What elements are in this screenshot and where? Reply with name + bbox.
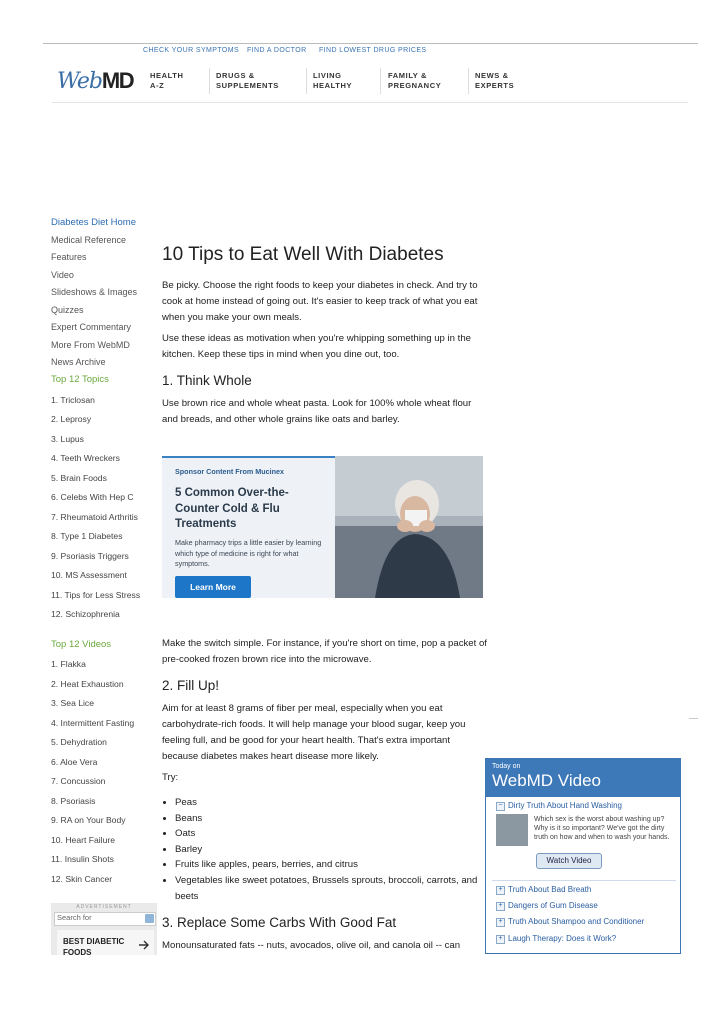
nav-family-pregnancy[interactable]: FAMILY & PREGNANCY bbox=[388, 71, 442, 90]
video-item[interactable]: 9. RA on Your Body bbox=[51, 815, 126, 825]
ad-accent-bar bbox=[162, 456, 335, 458]
topic-item[interactable]: 6. Celebs With Hep C bbox=[51, 492, 134, 502]
section-heading-think-whole: 1. Think Whole bbox=[162, 373, 252, 388]
article-paragraph: Aim for at least 8 grams of fiber per meal, especially when you eat carbohydrate-rich foods. It will help manage your blood sugar, keep you feeling full, and be good for your heart health. That's extra important because diabetes makes heart disease more likely. bbox=[162, 703, 466, 762]
video-widget-today: Today on bbox=[492, 763, 521, 770]
nav-news-experts[interactable]: NEWS & EXPERTS bbox=[475, 71, 515, 90]
topic-item[interactable]: 7. Rheumatoid Arthritis bbox=[51, 512, 138, 522]
video-item[interactable]: 5. Dehydration bbox=[51, 737, 107, 747]
nav-living-healthy[interactable]: LIVING HEALTHY bbox=[313, 71, 353, 90]
sidebar-link[interactable]: Slideshows & Images bbox=[51, 287, 138, 297]
section-heading-replace-carbs: 3. Replace Some Carbs With Good Fat bbox=[162, 915, 397, 930]
topic-item[interactable]: 2. Leprosy bbox=[51, 414, 92, 424]
article-intro-paragraph: Be picky. Choose the right foods to keep your diabetes in check. And try to cook at home instead of going out. It's easier to keep track of what you eat when you make your own meals. bbox=[162, 280, 478, 323]
top-topics-heading: Top 12 Topics bbox=[51, 374, 109, 385]
topic-item[interactable]: 5. Brain Foods bbox=[51, 473, 107, 483]
sidebar-link[interactable]: Medical Reference bbox=[51, 235, 127, 245]
search-placeholder: Search for bbox=[57, 913, 92, 922]
search-icon[interactable] bbox=[145, 914, 154, 923]
arrow-right-icon bbox=[138, 940, 150, 950]
expand-icon[interactable]: + bbox=[496, 886, 505, 895]
webmd-video-widget bbox=[485, 758, 681, 954]
expand-icon[interactable]: + bbox=[496, 935, 505, 944]
sidebar-search-input[interactable] bbox=[54, 912, 156, 926]
ad-label: ADVERTISEMENT bbox=[76, 904, 132, 910]
collapse-icon[interactable]: − bbox=[496, 802, 505, 811]
ad-sponsor-label: Sponsor Content From Mucinex bbox=[175, 467, 285, 476]
video-item[interactable]: 4. Intermittent Fasting bbox=[51, 718, 135, 728]
video-item[interactable]: 1. Flakka bbox=[51, 659, 86, 669]
video-item[interactable]: 8. Psoriasis bbox=[51, 796, 96, 806]
featured-video-link[interactable]: Dirty Truth About Hand Washing bbox=[508, 801, 622, 810]
sidebar-link[interactable]: Expert Commentary bbox=[51, 322, 132, 332]
list-item: • Peas bbox=[175, 795, 482, 811]
video-item[interactable]: 7. Concussion bbox=[51, 776, 106, 786]
topic-item[interactable]: 8. Type 1 Diabetes bbox=[51, 531, 123, 541]
list-item: • Barley bbox=[175, 842, 482, 858]
watch-video-button[interactable]: Watch Video bbox=[536, 853, 602, 869]
video-item[interactable]: 2. Heat Exhaustion bbox=[51, 679, 124, 689]
learn-more-button[interactable]: Learn More bbox=[175, 576, 251, 598]
fiber-food-list bbox=[162, 795, 482, 904]
video-list-item[interactable]: Truth About Bad Breath bbox=[508, 885, 592, 894]
expand-icon[interactable]: + bbox=[496, 918, 505, 927]
header-top-rule bbox=[43, 43, 698, 44]
video-item[interactable]: 11. Insulin Shots bbox=[51, 854, 114, 864]
nav-health-az[interactable]: HEALTH A-Z bbox=[150, 71, 184, 90]
nav-separator bbox=[468, 68, 469, 94]
nav-bottom-rule bbox=[52, 102, 688, 103]
top-videos-heading: Top 12 Videos bbox=[51, 639, 112, 650]
ad-photo-woman-tissue bbox=[335, 456, 483, 598]
topic-item[interactable]: 3. Lupus bbox=[51, 434, 84, 444]
nav-separator bbox=[209, 68, 210, 94]
logo-md-text: MD bbox=[101, 68, 134, 93]
video-item[interactable]: 12. Skin Cancer bbox=[51, 874, 113, 884]
find-doctor-link[interactable]: FIND A DOCTOR bbox=[247, 47, 307, 54]
sponsor-ad[interactable] bbox=[162, 456, 483, 598]
nav-separator bbox=[306, 68, 307, 94]
topic-item[interactable]: 10. MS Assessment bbox=[51, 570, 127, 580]
list-item: • Beans bbox=[175, 811, 482, 827]
list-item: • Vegetables like sweet potatoes, Brussels sprouts, broccoli, carrots, and beets bbox=[175, 873, 482, 904]
video-item[interactable]: 10. Heart Failure bbox=[51, 835, 116, 845]
video-widget-divider bbox=[492, 880, 676, 881]
expand-icon[interactable]: + bbox=[496, 902, 505, 911]
video-list-item[interactable]: Dangers of Gum Disease bbox=[508, 901, 598, 910]
section-heading-fill-up: 2. Fill Up! bbox=[162, 678, 220, 693]
webmd-logo[interactable] bbox=[57, 68, 133, 94]
article-paragraph: Use brown rice and whole wheat pasta. Look for 100% whole wheat flour and breads, and other whole grains like oats and barley. bbox=[162, 398, 472, 425]
sidebar-link[interactable]: News Archive bbox=[51, 357, 106, 367]
nav-separator bbox=[380, 68, 381, 94]
video-description: Which sex is the worst about washing up? Why is it so important? We've got the dirty truth on how and when to wash your hands. bbox=[534, 816, 670, 841]
check-symptoms-link[interactable]: CHECK YOUR SYMPTOMS bbox=[143, 47, 240, 54]
video-item[interactable]: 3. Sea Lice bbox=[51, 698, 94, 708]
list-item: • Oats bbox=[175, 826, 482, 842]
article-paragraph: Make the switch simple. For instance, if you're short on time, pop a packet of pre-cooked frozen brown rice into the microwave. bbox=[162, 638, 487, 665]
logo-web-text: Web bbox=[57, 69, 102, 94]
try-label: Try: bbox=[162, 772, 179, 783]
video-list-item[interactable]: Laugh Therapy: Does it Work? bbox=[508, 934, 617, 943]
best-diabetic-foods-label: BEST DIABETIC FOODS bbox=[63, 937, 125, 957]
article-title: 10 Tips to Eat Well With Diabetes bbox=[162, 244, 444, 265]
topic-item[interactable]: 4. Teeth Wreckers bbox=[51, 453, 120, 463]
article-intro-paragraph: Use these ideas as motivation when you're whipping something up in the kitchen. Keep these tips in mind when you dine out, too. bbox=[162, 333, 472, 360]
sidebar-diabetes-diet-home[interactable]: Diabetes Diet Home bbox=[51, 217, 137, 228]
topic-item[interactable]: 11. Tips for Less Stress bbox=[51, 590, 141, 600]
right-edge-rule bbox=[689, 718, 698, 719]
topic-item[interactable]: 9. Psoriasis Triggers bbox=[51, 551, 129, 561]
sidebar-link[interactable]: More From WebMD bbox=[51, 340, 130, 350]
nav-drugs-supplements[interactable]: DRUGS & SUPPLEMENTS bbox=[216, 71, 279, 90]
video-thumbnail[interactable] bbox=[496, 814, 528, 846]
ad-headline[interactable]: 5 Common Over-the-Counter Cold & Flu Treatments bbox=[175, 487, 289, 530]
find-drug-prices-link[interactable]: FIND LOWEST DRUG PRICES bbox=[319, 47, 427, 54]
sidebar-link[interactable]: Video bbox=[51, 270, 74, 280]
video-item[interactable]: 6. Aloe Vera bbox=[51, 757, 98, 767]
sidebar-link[interactable]: Quizzes bbox=[51, 305, 84, 315]
video-list-item[interactable]: Truth About Shampoo and Conditioner bbox=[508, 917, 645, 926]
ad-subtext: Make pharmacy trips a little easier by learning which type of medicine is right for what symptoms. bbox=[175, 538, 322, 568]
list-item: • Fruits like apples, pears, berries, and citrus bbox=[175, 857, 482, 873]
article-paragraph: Monounsaturated fats -- nuts, avocados, olive oil, and canola oil -- can bbox=[162, 940, 461, 951]
topic-item[interactable]: 1. Triclosan bbox=[51, 395, 95, 405]
best-diabetic-foods-link[interactable] bbox=[57, 930, 154, 955]
sidebar-link[interactable]: Features bbox=[51, 252, 87, 262]
topic-item[interactable]: 12. Schizophrenia bbox=[51, 609, 120, 619]
video-widget-brand: WebMD Video bbox=[492, 771, 601, 790]
